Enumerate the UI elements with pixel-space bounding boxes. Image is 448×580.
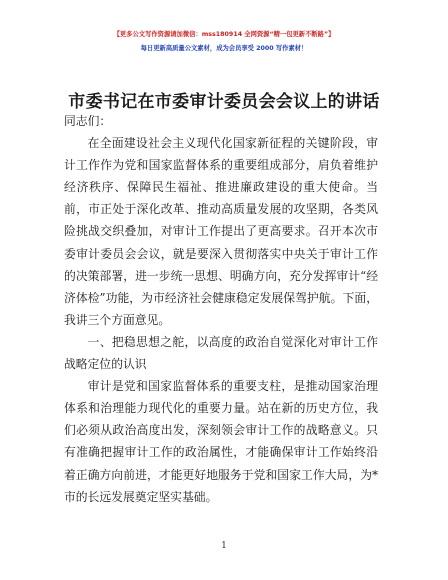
document-body [64,110,378,508]
promo-banner-line-1: 【更多公文写作资源请加微信：mss180914 全网资源“精一包更新不断路”】 [113,31,335,38]
page-number: 1 [221,541,227,551]
promo-banner-line-2: 每日更新高质量公文素材，成为会员享受 2000 写作素材！ [140,45,308,52]
paragraph-intro: 在全面建设社会主义现代化国家新征程的关键阶段，审计工作作为党和国家监督体系的重要组成部分，肩负着维护经济秩序、保障民生福祉、推进廉政建设的重大使命。当前，市正处于深化改革、推动高质量发展的攻坚期，各类风险挑战交织叠加，对审计工作提出了更高要求。召开本次市委审计委员会会议，就是要深入贯彻落实中央关于审计工作的决策部署，进一步统一思想、明确方向，充分发挥审计“经济体检”功能，为市经济社会健康稳定发展保驾护航。下面，我讲三个方面意见。 [64,136,378,327]
salutation: 同志们： [64,114,112,128]
document-title: 市委书记在市委审计委员会会议上的讲话 [68,92,380,112]
paragraph-section-1: 审计是党和国家监督体系的重要支柱，是推动国家治理体系和治理能力现代化的重要力量。站在新的历史方位，我们必须从政治高度出发，深刻领会审计工作的战略意义。只有准确把握审计工作的政治属性，才能确保审计工作始终沿着正确方向前进，才能更好地服务于党和国家工作大局，为*市的长远发展奠定坚实基础。 [64,379,378,504]
section-heading-1: 一、把稳思想之舵，以高度的政治自觉深化对审计工作战略定位的认识 [64,334,378,372]
